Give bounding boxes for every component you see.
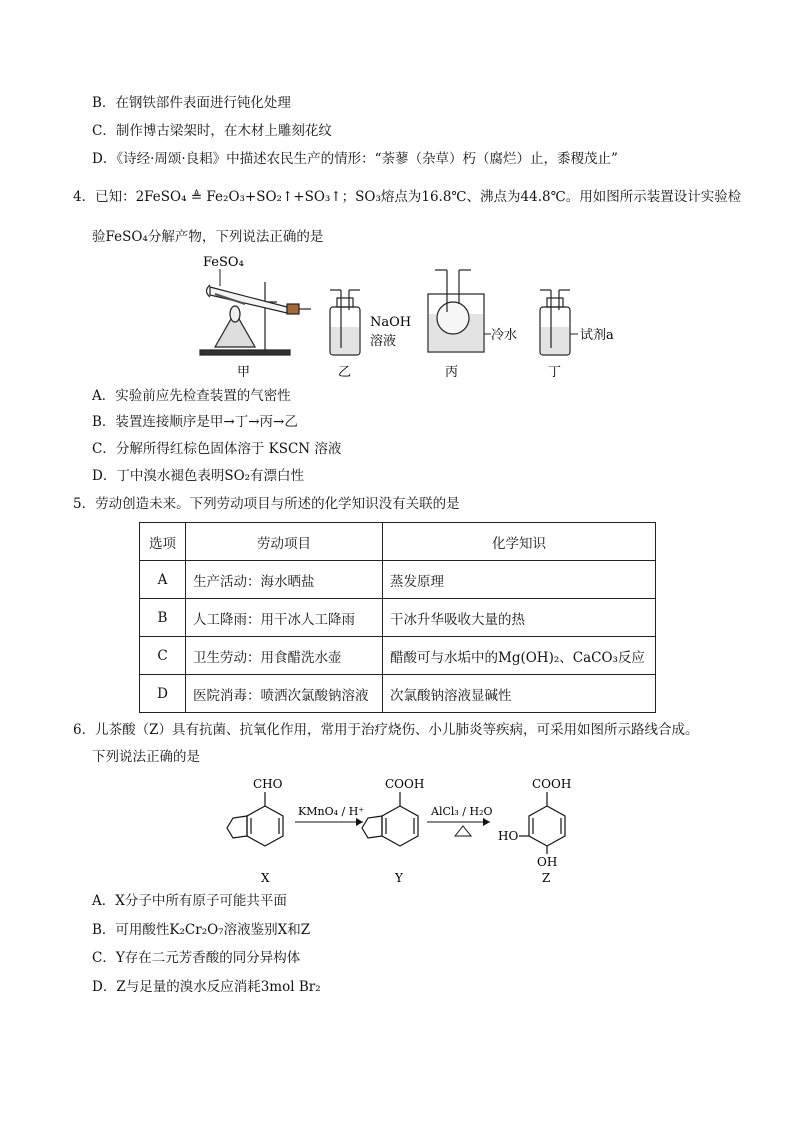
- molecule-x: [227, 792, 283, 846]
- apparatus-yi: [330, 290, 360, 355]
- table-cell: 卫生劳动：用食醋洗水壶: [186, 637, 383, 675]
- q6-option-a: A．X分子中所有原子可能共平面: [92, 893, 287, 909]
- table-cell: 干冰升华吸收大量的热: [383, 599, 656, 637]
- q4-label-solution: 溶液: [370, 334, 397, 349]
- y-cooh-group: COOH: [385, 777, 425, 791]
- apparatus-jia: [200, 282, 311, 355]
- table-row: [140, 561, 656, 599]
- q4-label-cold-water: 冷水: [491, 328, 518, 343]
- table-cell: 醋酸可与水垢中的Mg(OH)₂、CaCO₃反应: [383, 637, 656, 675]
- q4-stem: [73, 187, 741, 207]
- table-cell: B: [140, 599, 186, 637]
- q6-option-d: D．Z与足量的溴水反应消耗3mol Br₂: [92, 979, 321, 995]
- y-label: Y: [395, 871, 403, 885]
- q6-stem-line1: 6．儿茶酸（Z）具有抗菌、抗氧化作用，常用于治疗烧伤、小儿肺炎等疾病，可采用如图所示路线合成。: [73, 722, 699, 738]
- table-cell: 生产活动：海水晒盐: [186, 561, 383, 599]
- q4-stem-prefix: 4．已知：: [73, 189, 136, 205]
- q4-label-reagent-a: 试剂a: [580, 328, 614, 343]
- molecule-z: [519, 792, 565, 854]
- apparatus-bing: [428, 270, 484, 352]
- q3-option-c: C．制作博古梁架时，在木材上雕刻花纹: [92, 123, 332, 139]
- q4-label-feso4: FeSO₄: [203, 255, 244, 270]
- table-cell: C: [140, 637, 186, 675]
- table-row: [140, 675, 656, 713]
- apparatus-ding: [540, 290, 570, 355]
- table-header-cell: 化学知识: [383, 523, 656, 561]
- table-header-cell: 劳动项目: [186, 523, 383, 561]
- q4-equation: 2FeSO₄ ≜ Fe₂O₃+SO₂↑+SO₃↑: [135, 189, 342, 205]
- q4-label-yi: 乙: [338, 365, 352, 380]
- table-cell: 蒸发原理: [383, 561, 656, 599]
- z-oh-group: OH: [537, 855, 558, 869]
- q3-option-d: D．《诗经·周颂·良耜》中描述农民生产的情形：“荼蓼（杂草）朽（腐烂）止，黍稷茂止”: [92, 151, 618, 167]
- table-cell: D: [140, 675, 186, 713]
- q4-label-jia: 甲: [237, 365, 251, 380]
- molecule-y: [362, 792, 418, 846]
- x-cho-group: CHO: [253, 777, 283, 791]
- table-header-cell: 选项: [140, 523, 186, 561]
- q6-stem-line2: 下列说法正确的是: [92, 749, 200, 765]
- q4-option-d: D．丁中溴水褪色表明SO₂有漂白性: [92, 468, 305, 484]
- table-header-row: [140, 523, 656, 561]
- table-row: [140, 599, 656, 637]
- z-cooh-group: COOH: [532, 777, 572, 791]
- table-cell: 人工降雨：用干冰人工降雨: [186, 599, 383, 637]
- q4-label-bing: 丙: [445, 365, 459, 380]
- table-cell: 次氯酸钠溶液显碱性: [383, 675, 656, 713]
- reagent-kmno4: KMnO₄ / H⁺: [298, 805, 365, 818]
- q6-option-b: B．可用酸性K₂Cr₂O₇溶液鉴别X和Z: [92, 922, 311, 938]
- table-cell: 医院消毒：喷洒次氯酸钠溶液: [186, 675, 383, 713]
- q4-option-b: B．装置连接顺序是甲→丁→丙→乙: [92, 414, 298, 430]
- q4-option-c: C．分解所得红棕色固体溶于 KSCN 溶液: [92, 441, 342, 457]
- table-row: [140, 637, 656, 675]
- z-label: Z: [542, 871, 551, 885]
- q4-stem-line2: 验FeSO₄分解产物，下列说法正确的是: [92, 229, 324, 245]
- z-ho-group: HO: [498, 829, 519, 843]
- q4-label-naoh: NaOH: [370, 315, 412, 330]
- q3-option-b: B．在钢铁部件表面进行钝化处理: [92, 95, 291, 111]
- reagent-alcl3: AlCl₃ / H₂O: [431, 805, 493, 818]
- q4-stem-middle: ；SO₃熔点为16.8℃、沸点为44.8℃。用如图所示装置设计实验检: [341, 189, 742, 205]
- q6-synthesis-scheme: [215, 772, 595, 890]
- q4-option-a: A．实验前应先检查装置的气密性: [92, 388, 291, 404]
- q6-option-c: C．Y存在二元芳香酸的同分异构体: [92, 950, 301, 966]
- q5-stem: 5．劳动创造未来。下列劳动项目与所述的化学知识没有关联的是: [73, 496, 460, 512]
- x-label: X: [261, 871, 270, 885]
- q4-apparatus-figure: [195, 252, 635, 382]
- q4-label-ding: 丁: [548, 365, 562, 380]
- table-cell: A: [140, 561, 186, 599]
- q5-table: [139, 522, 656, 713]
